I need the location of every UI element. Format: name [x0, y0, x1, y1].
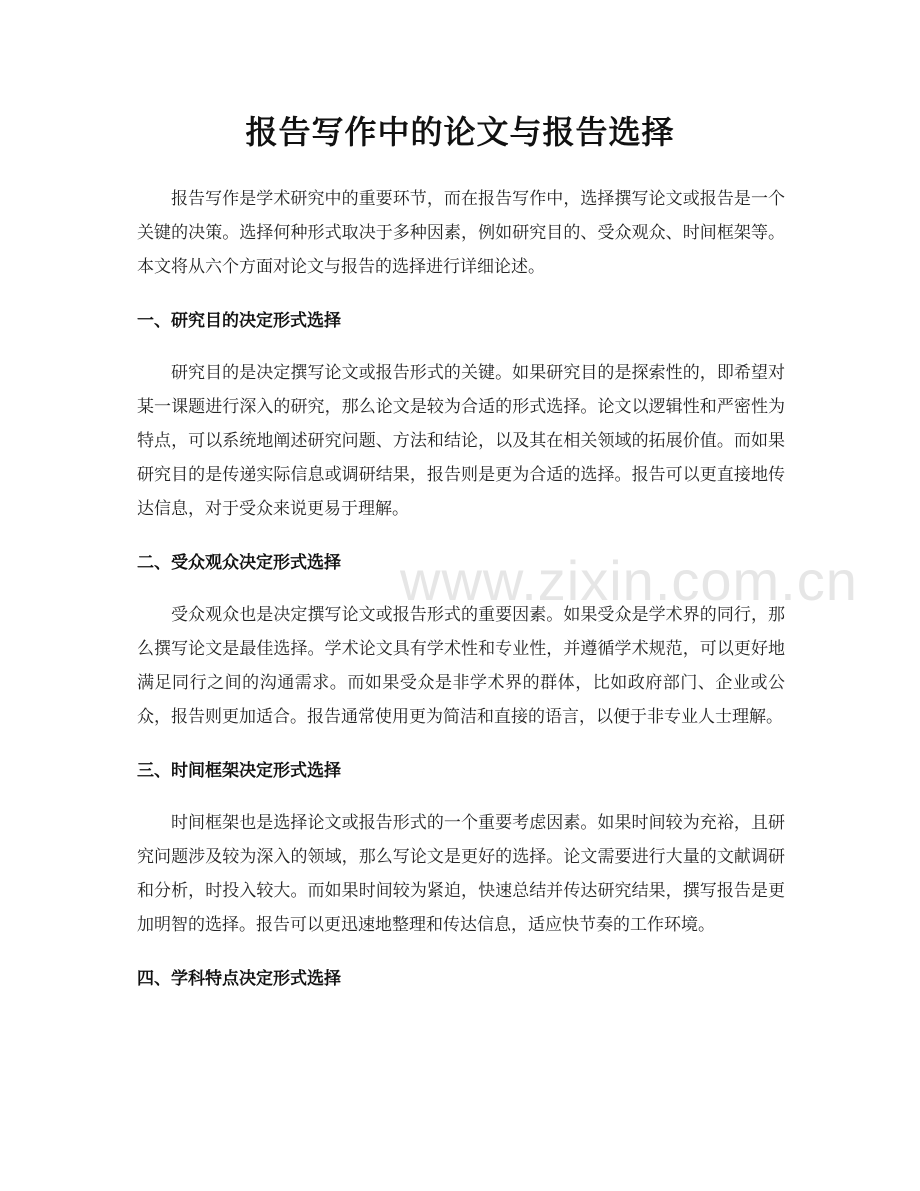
section-heading-2: 二、受众观众决定形式选择 — [137, 553, 341, 573]
section-body-1: 研究目的是决定撰写论文或报告形式的关键。如果研究目的是探索性的，即希望对某一课题进行深入的研究，那么论文是较为合适的形式选择。论文以逻辑性和严密性为特点，可以系统地阐述研究问题、方法和结论，以及其在相关领域的拓展价值。而如果研究目的是传递实际信息或调研结果，报告则是更为合适的选择。报告可以更直接地传达信息，对于受众来说更易于理解。 — [137, 363, 785, 519]
section-heading-3: 三、时间框架决定形式选择 — [137, 761, 341, 781]
section-heading-4: 四、学科特点决定形式选择 — [137, 969, 341, 989]
document-body — [137, 182, 785, 996]
section-body-3: 时间框架也是选择论文或报告形式的一个重要考虑因素。如果时间较为充裕，且研究问题涉及较为深入的领域，那么写论文是更好的选择。论文需要进行大量的文献调研和分析，时投入较大。而如果时间较为紧迫，快速总结并传达研究结果，撰写报告是更加明智的选择。报告可以更迅速地整理和传达信息，适应快节奏的工作环境。 — [137, 813, 785, 935]
intro-paragraph: 报告写作是学术研究中的重要环节，而在报告写作中，选择撰写论文或报告是一个关键的决策。选择何种形式取决于多种因素，例如研究目的、受众观众、时间框架等。本文将从六个方面对论文与报告的选择进行详细论述。 — [137, 189, 785, 277]
section-heading-1: 一、研究目的决定形式选择 — [137, 311, 341, 331]
section-body-2: 受众观众也是决定撰写论文或报告形式的重要因素。如果受众是学术界的同行，那么撰写论文是最佳选择。学术论文具有学术性和专业性，并遵循学术规范，可以更好地满足同行之间的沟通需求。而如果受众是非学术界的群体，比如政府部门、企业或公众，报告则更加适合。报告通常使用更为简洁和直接的语言，以便于非专业人士理解。 — [137, 605, 785, 727]
page-title: 报告写作中的论文与报告选择 — [245, 113, 675, 151]
watermark: www.zixin.com.cn — [400, 549, 858, 612]
